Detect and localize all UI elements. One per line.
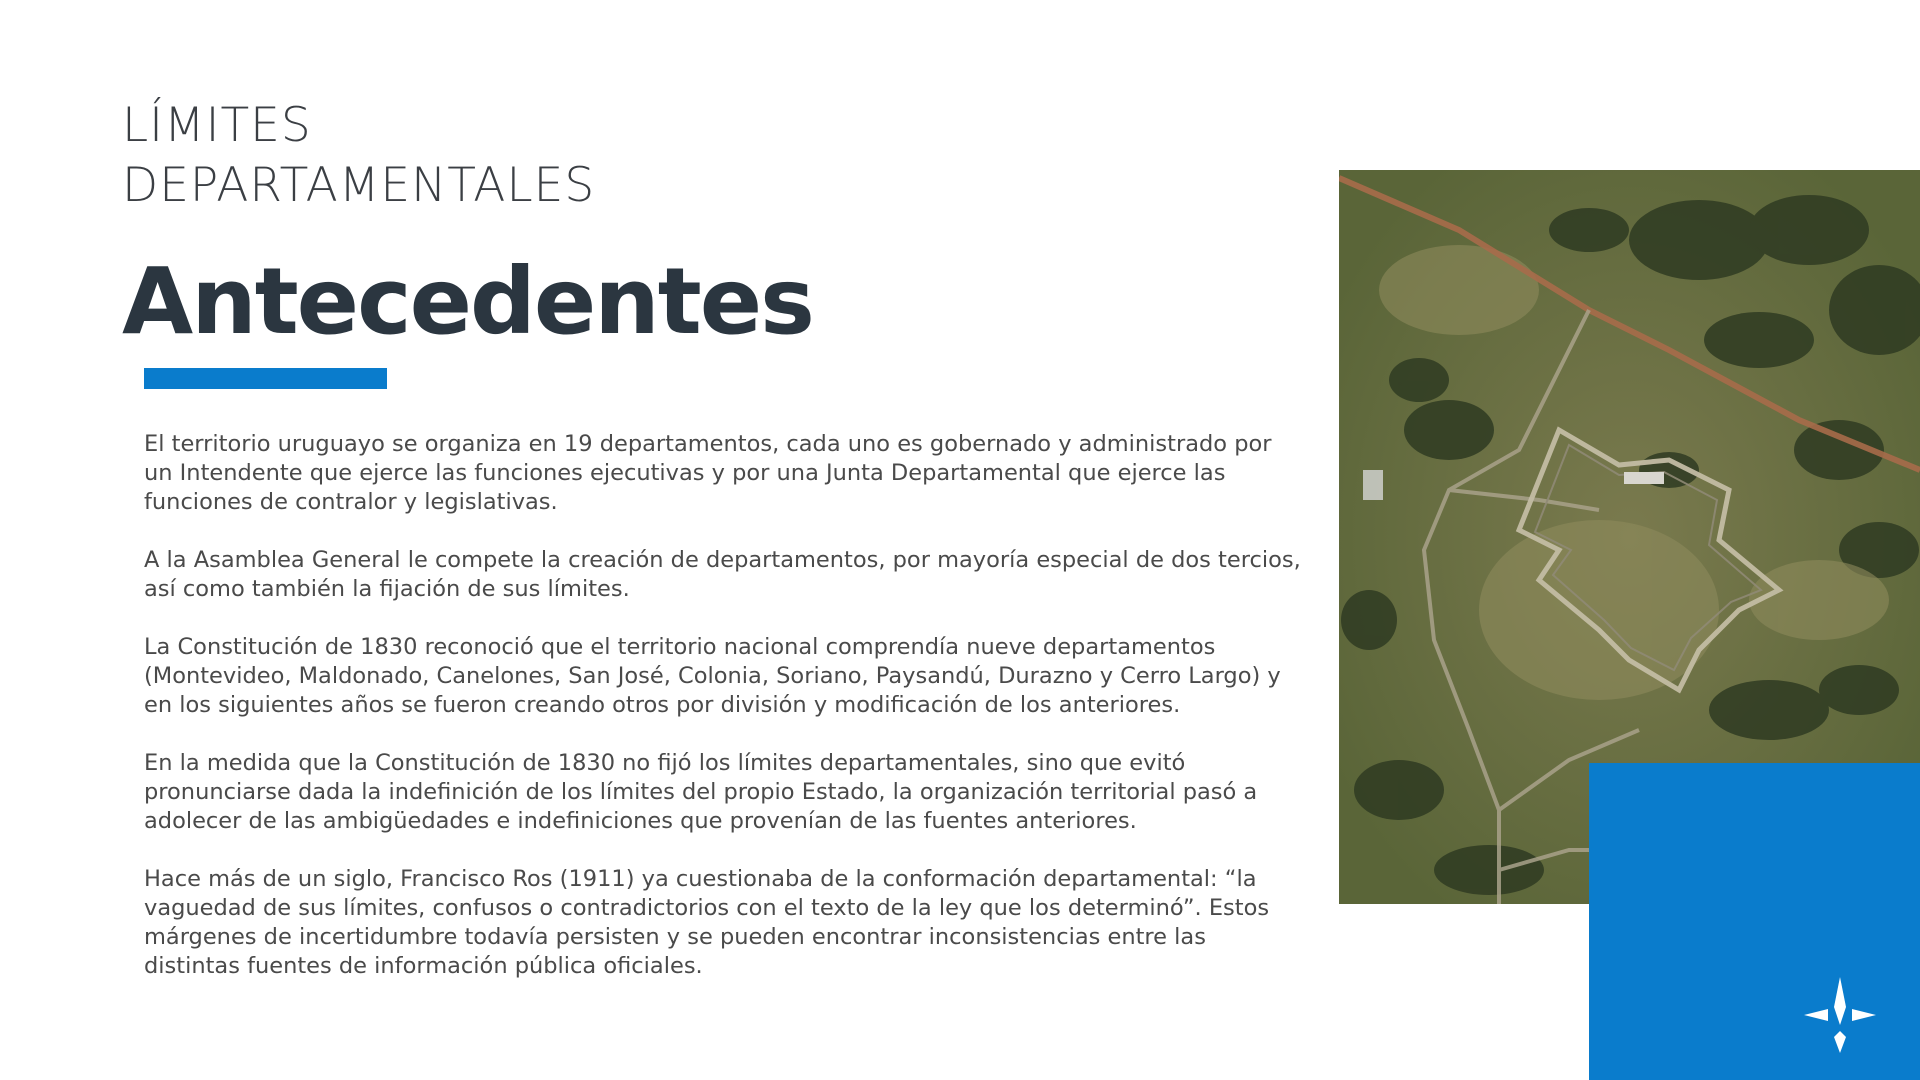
compass-star-icon — [1800, 975, 1880, 1055]
subtitle-line-1: LÍMITES — [122, 98, 312, 153]
section-subtitle — [122, 96, 595, 216]
page-title: Antecedentes — [122, 248, 813, 355]
paragraph-4: En la medida que la Constitución de 1830 no fijó los límites departamentales, sino que evitó pronunciarse dada la indefinición de los límites del propio Estado, la organización territorial pasó a adolecer de las ambigüedades e indefiniciones que provenían de las fuentes anteriores. — [144, 750, 1258, 834]
paragraph-3: La Constitución de 1830 reconoció que el territorio nacional comprendía nueve departamentos (Montevideo, Maldonado, Canelones, San José, Colonia, Soriano, Paysandú, Durazno y Cerro Largo) y en los siguientes años se fueron creando otros por división y modificación de los anteriores. — [144, 634, 1281, 718]
paragraph-5: Hace más de un siglo, Francisco Ros (1911) ya cuestionaba de la conformación departamental: “la vaguedad de sus límites, confusos o contradictorios con el texto de la ley que los determinó”. Estos márgenes de incertidumbre todavía persisten y se pueden encontrar inconsistencias entre las distintas fuentes de información pública oficiales. — [144, 866, 1270, 979]
body-text — [144, 430, 1304, 1010]
title-accent-bar — [144, 368, 387, 389]
paragraph-2: A la Asamblea General le compete la creación de departamentos, por mayoría especial de dos tercios, así como también la fijación de sus límites. — [144, 547, 1301, 602]
paragraph-1: El territorio uruguayo se organiza en 19 departamentos, cada uno es gobernado y administrado por un Intendente que ejerce las funciones ejecutivas y por una Junta Departamental que ejerce las funciones de contralor y legislativas. — [144, 431, 1272, 515]
subtitle-line-2: DEPARTAMENTALES — [122, 158, 596, 213]
